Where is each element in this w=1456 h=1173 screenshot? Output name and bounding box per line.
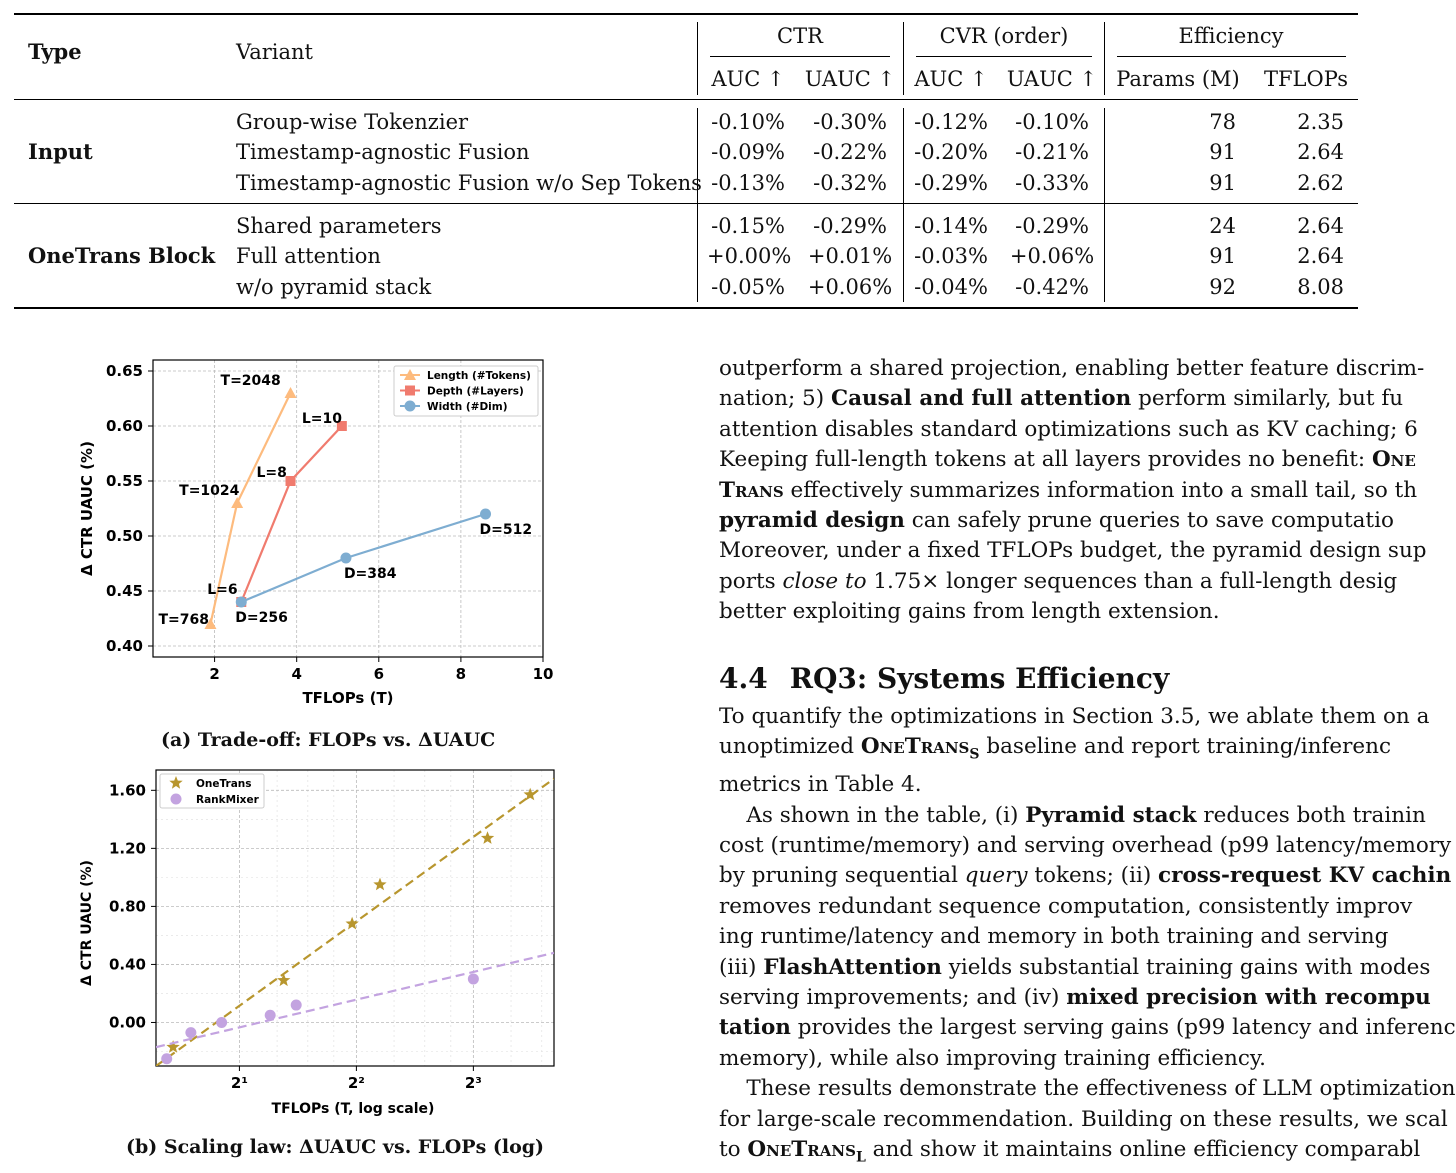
header-group-cvr: CVR (order) <box>939 24 1069 48</box>
value-cell: -0.04% <box>914 275 988 299</box>
circle-marker <box>291 1000 302 1011</box>
value-cell: -0.32% <box>813 171 887 195</box>
ablation-table <box>0 0 1372 320</box>
column-separator <box>697 22 698 95</box>
x-tick-label: 10 <box>532 665 554 683</box>
circle-marker <box>185 1027 196 1038</box>
text-span: unoptimized <box>719 734 861 760</box>
text-line <box>719 732 1456 770</box>
caption-a: (a) Trade-off: FLOPs vs. ΔUAUC <box>161 729 496 751</box>
table-bottom-rule <box>14 307 1358 309</box>
text-line <box>719 1074 1456 1104</box>
text-span: for large-scale recommendation. Building on these results, we scal <box>719 1106 1448 1132</box>
x-tick-label: 4 <box>291 665 302 683</box>
series-line <box>241 426 342 602</box>
y-axis-label: Δ CTR UAUC (%) <box>78 441 96 576</box>
star-marker <box>277 973 290 986</box>
value-cell: -0.30% <box>813 110 887 134</box>
text-span: Trans <box>719 477 784 503</box>
text-span: Causal and full attention <box>830 386 1132 412</box>
value-cell: 8.08 <box>1297 275 1344 299</box>
variant-cell: Group-wise Tokenzier <box>236 110 469 134</box>
column-separator <box>903 22 904 95</box>
table-top-rule <box>14 13 1358 15</box>
tradeoff-chart <box>0 340 700 720</box>
text-span: serving improvements; and (iv) <box>719 984 1067 1010</box>
header-tflops: TFLOPs <box>1263 67 1349 91</box>
text-span: can safely prune queries to save computatio <box>904 508 1394 534</box>
text-span: OneTrans <box>747 1136 856 1162</box>
header-variant: Variant <box>236 40 313 64</box>
legend-label: OneTrans <box>196 778 252 790</box>
value-cell: -0.21% <box>1015 140 1089 164</box>
value-cell: +0.06% <box>1009 244 1095 268</box>
series-line <box>241 514 485 602</box>
text-span: effectively summarizes information into a small tail, so th <box>783 477 1418 503</box>
text-span: yields substantial training gains with modes <box>941 954 1431 980</box>
text-span: FlashAttention <box>763 954 942 980</box>
text-span: removes redundant sequence computation, consistently improv <box>719 893 1413 919</box>
value-cell: -0.13% <box>711 171 785 195</box>
value-cell: 2.62 <box>1297 171 1344 195</box>
x-tick-label: 2³ <box>464 1074 482 1092</box>
column-separator <box>697 108 698 302</box>
text-span: ports <box>719 568 783 594</box>
square-marker <box>286 476 296 486</box>
x-tick-label: 8 <box>455 665 467 683</box>
point-label: T=1024 <box>179 483 240 499</box>
variant-cell: Shared parameters <box>236 214 442 238</box>
point-label: L=6 <box>207 582 238 598</box>
point-label: D=384 <box>343 566 397 582</box>
value-cell: -0.29% <box>1015 214 1089 238</box>
text-line <box>719 567 1427 597</box>
text-span: S <box>969 746 980 763</box>
legend-marker <box>405 401 416 412</box>
value-cell: -0.33% <box>1015 171 1089 195</box>
point-label: L=10 <box>301 411 342 427</box>
section-type-block: OneTrans Block <box>28 243 216 268</box>
text-line <box>719 983 1456 1013</box>
text-line <box>719 1105 1456 1135</box>
y-axis-label: Δ CTR UAUC (%) <box>79 860 95 986</box>
variant-cell: Timestamp-agnostic Fusion w/o Sep Tokens <box>236 171 702 195</box>
value-cell: 91 <box>1209 140 1236 164</box>
header-group-ctr: CTR <box>777 24 823 48</box>
point-label: D=256 <box>235 610 288 626</box>
value-cell: 91 <box>1209 171 1236 195</box>
value-cell: -0.10% <box>1015 110 1089 134</box>
circle-marker <box>161 1053 172 1064</box>
legend-label: RankMixer <box>196 794 259 806</box>
y-tick-label: 0.60 <box>105 417 143 435</box>
section-title: RQ3: Systems Efficiency <box>789 662 1170 695</box>
text-span: cross-request KV cachin <box>1158 863 1452 889</box>
y-tick-label: 0.40 <box>105 637 143 655</box>
column-separator <box>1104 108 1105 302</box>
text-span: Moreover, under a fixed TFLOPs budget, the pyramid design sup <box>719 538 1427 564</box>
text-line <box>719 476 1427 506</box>
value-cell: 24 <box>1209 214 1236 238</box>
value-cell: -0.15% <box>711 214 785 238</box>
text-line <box>719 770 1456 800</box>
y-tick-label: 0.50 <box>105 527 143 545</box>
text-line <box>719 384 1427 414</box>
header-ctr-auc: AUC ↑ <box>711 67 785 91</box>
x-axis-label: TFLOPs (T) <box>302 689 394 707</box>
text-span: memory), while also improving training efficiency. <box>719 1045 1267 1071</box>
value-cell: -0.29% <box>813 214 887 238</box>
value-cell: 91 <box>1209 244 1236 268</box>
point-label: L=8 <box>256 465 287 481</box>
fit-line <box>156 953 554 1047</box>
value-cell: -0.03% <box>914 244 988 268</box>
scaling-law-chart <box>0 760 700 1130</box>
variant-cell: Full attention <box>236 244 381 268</box>
text-span: Pyramid stack <box>1025 802 1197 828</box>
y-tick-label: 1.60 <box>108 781 146 800</box>
series-square <box>236 421 347 607</box>
value-cell: 2.64 <box>1297 140 1344 164</box>
star-marker <box>481 831 494 844</box>
text-span: by pruning sequential <box>719 863 965 889</box>
text-span: mixed precision with recompu <box>1066 984 1431 1010</box>
value-cell: -0.42% <box>1015 275 1089 299</box>
value-cell: +0.00% <box>707 244 792 268</box>
text-line <box>719 922 1456 952</box>
text-line <box>719 831 1456 861</box>
text-span: and show it maintains online efficiency comparabl <box>865 1136 1421 1162</box>
circle-marker <box>340 553 351 564</box>
circle-marker <box>236 597 247 608</box>
text-span: cost (runtime/memory) and serving overhead (p99 latency/memory <box>719 832 1452 858</box>
table-section-rule <box>14 203 1358 204</box>
text-line <box>719 1044 1456 1074</box>
y-tick-label: 0.40 <box>108 955 146 974</box>
circle-marker <box>468 973 479 984</box>
section-heading <box>719 662 1169 695</box>
value-cell: -0.05% <box>711 275 785 299</box>
header-params: Params (M) <box>1116 67 1240 91</box>
legend-label: Width (#Dim) <box>427 401 508 413</box>
value-cell: -0.10% <box>711 110 785 134</box>
y-tick-label: 0.45 <box>105 582 143 600</box>
circle-marker <box>265 1010 276 1021</box>
text-span: These results demonstrate the effectiveness of LLM optimization <box>719 1076 1456 1102</box>
legend-marker <box>405 386 415 396</box>
x-tick-label: 2 <box>209 665 220 683</box>
text-span: 1.75× longer sequences than a full-length desig <box>866 568 1398 594</box>
header-ctr-uauc: UAUC ↑ <box>804 67 896 91</box>
text-span: Keeping full-length tokens at all layers provides no benefit: <box>719 447 1372 473</box>
value-cell: -0.20% <box>914 140 988 164</box>
caption-b: (b) Scaling law: ΔUAUC vs. FLOPs (log) <box>126 1136 545 1158</box>
section-type-input: Input <box>28 139 93 164</box>
table-header-rule <box>14 99 1358 100</box>
star-marker <box>373 878 386 891</box>
value-cell: 92 <box>1209 275 1236 299</box>
point-label: D=512 <box>479 522 533 538</box>
text-span: pyramid design <box>719 508 905 534</box>
series-circle <box>156 953 554 1064</box>
group-underline <box>916 56 1092 57</box>
text-span: To quantify the optimizations in Section 3.5, we ablate them on a <box>719 704 1430 729</box>
text-span: provides the largest serving gains (p99 latency and inferenc <box>790 1015 1456 1041</box>
y-tick-label: 0.80 <box>108 897 146 916</box>
header-cvr-uauc: UAUC ↑ <box>1006 67 1098 91</box>
text-line <box>719 953 1456 983</box>
text-line <box>719 1013 1456 1043</box>
value-cell: +0.01% <box>807 244 893 268</box>
section-number: 4.4 <box>719 662 768 695</box>
text-line <box>719 354 1427 384</box>
text-span: to <box>719 1136 748 1162</box>
y-tick-label: 0.00 <box>108 1013 146 1032</box>
text-line <box>719 702 1456 732</box>
text-span: outperform a shared projection, enabling better feature discrim- <box>719 356 1425 381</box>
value-cell: -0.14% <box>914 214 988 238</box>
value-cell: 2.64 <box>1297 214 1344 238</box>
y-tick-label: 0.55 <box>105 472 143 490</box>
text-span: attention disables standard optimizations such as KV caching; 6 <box>719 416 1418 442</box>
triangle-marker <box>285 387 297 398</box>
header-type: Type <box>28 39 82 64</box>
text-span: As shown in the table, (i) <box>719 802 1026 828</box>
text-span: query <box>964 863 1028 889</box>
text-span: (iii) <box>719 954 764 980</box>
header-group-efficiency: Efficiency <box>1178 24 1284 48</box>
value-cell: -0.12% <box>914 110 988 134</box>
legend-label: Depth (#Layers) <box>427 385 524 398</box>
variant-cell: w/o pyramid stack <box>236 275 432 299</box>
text-line <box>719 506 1427 536</box>
paragraph-ablation-summary <box>719 354 1427 628</box>
text-line <box>719 892 1456 922</box>
circle-marker <box>480 509 491 520</box>
text-line <box>719 597 1427 627</box>
star-marker <box>346 917 359 930</box>
text-span: tokens; (ii) <box>1027 863 1159 889</box>
value-cell: +0.06% <box>807 275 893 299</box>
x-tick-label: 2² <box>347 1074 365 1092</box>
text-line <box>719 861 1456 891</box>
column-separator <box>903 108 904 302</box>
circle-marker <box>216 1017 227 1028</box>
point-label: T=2048 <box>220 373 281 389</box>
value-cell: -0.22% <box>813 140 887 164</box>
text-line <box>719 536 1427 566</box>
header-cvr-auc: AUC ↑ <box>914 67 988 91</box>
text-span: reduces both trainin <box>1196 802 1426 828</box>
text-span: better exploiting gains from length extension. <box>719 599 1220 625</box>
text-span: tation <box>719 1015 791 1041</box>
value-cell: 2.64 <box>1297 244 1344 268</box>
group-underline <box>1117 56 1346 57</box>
legend-marker <box>171 794 182 805</box>
value-cell: -0.29% <box>914 171 988 195</box>
x-tick-label: 6 <box>373 665 385 683</box>
value-cell: -0.09% <box>711 140 785 164</box>
text-span: metrics in Table 4. <box>719 772 922 798</box>
x-tick-label: 2¹ <box>230 1074 248 1092</box>
x-axis-label: TFLOPs (T, log scale) <box>271 1101 435 1117</box>
point-label: T=768 <box>158 612 209 628</box>
series-star <box>156 779 554 1066</box>
y-tick-label: 1.20 <box>108 839 146 858</box>
value-cell: 2.35 <box>1297 110 1344 134</box>
variant-cell: Timestamp-agnostic Fusion <box>236 140 530 164</box>
text-span: ing runtime/latency and memory in both training and serving <box>719 924 1389 950</box>
legend-label: Length (#Tokens) <box>427 370 531 382</box>
column-separator <box>1104 22 1105 95</box>
text-span: OneTrans <box>860 734 970 760</box>
text-span: L <box>855 1149 866 1166</box>
group-underline <box>710 56 890 57</box>
text-span: close to <box>782 568 867 594</box>
value-cell: 78 <box>1209 110 1236 134</box>
text-line <box>719 801 1456 831</box>
text-span: baseline and report training/inferenc <box>979 734 1392 760</box>
text-span: perform similarly, but fu <box>1131 386 1404 412</box>
text-line <box>719 1135 1456 1173</box>
text-line <box>719 415 1427 445</box>
text-span: One <box>1371 447 1416 473</box>
text-line <box>719 445 1427 475</box>
y-tick-label: 0.65 <box>105 362 143 380</box>
text-span: nation; 5) <box>719 386 831 412</box>
paragraph-systems-efficiency <box>719 702 1456 1173</box>
